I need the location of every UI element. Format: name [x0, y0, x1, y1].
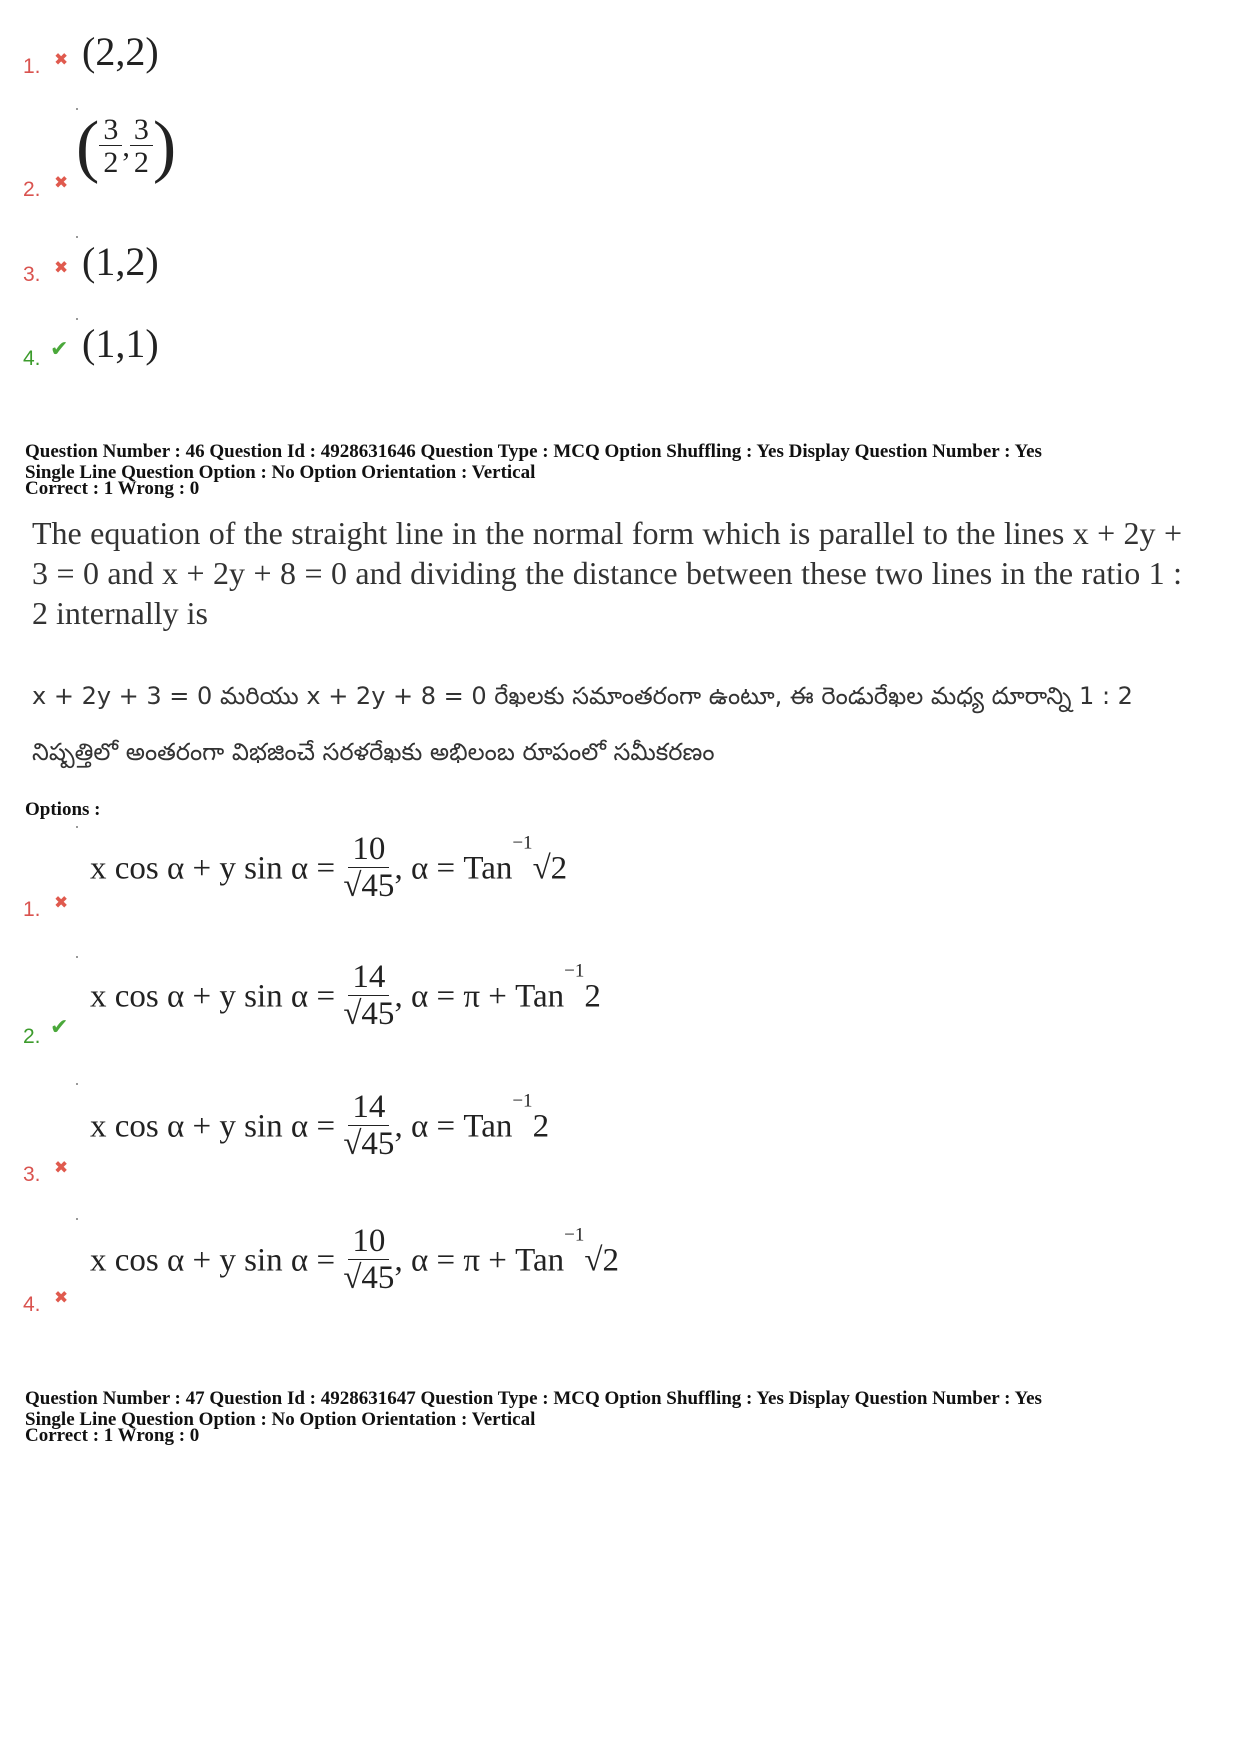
option-number: 1.	[23, 55, 41, 78]
dot	[76, 1083, 78, 1085]
cross-icon: ✖	[54, 50, 69, 70]
option-number: 2.	[23, 1025, 41, 1048]
option-value: ( $\frac{3}{2}$ , $\frac{3}{2}$ )	[76, 108, 177, 185]
option-formula: x cos α + y sin α = $\frac{14}{√45}$ , α = Tan$^{-1}$2	[90, 1089, 550, 1162]
check-icon: ✔	[50, 1015, 69, 1040]
option-number: 1.	[23, 898, 41, 921]
options-label: Options :	[25, 799, 101, 820]
dot	[76, 318, 78, 320]
question-meta	[25, 441, 1042, 483]
option-formula: x cos α + y sin α = $\frac{14}{√45}$ , α = π + Tan$^{-1}$2	[90, 959, 601, 1032]
option-formula: x cos α + y sin α = $\frac{10}{√45}$ , α = Tan$^{-1}$√2	[90, 831, 568, 904]
cross-icon: ✖	[54, 1288, 69, 1308]
option-number: 4.	[23, 1293, 41, 1316]
option-formula: x cos α + y sin α = $\frac{10}{√45}$ , α = π + Tan$^{-1}$√2	[90, 1223, 619, 1296]
option-value: (2,2)	[82, 29, 159, 74]
dot	[76, 826, 78, 828]
meta-line-1: Question Number : 47 Question Id : 4928631647 Question Type : MCQ Option Shuffling : Yes Display Question Number : Yes	[25, 1388, 1042, 1409]
option-number: 3.	[23, 1163, 41, 1186]
option-number: 3.	[23, 263, 41, 286]
dot	[76, 1218, 78, 1220]
question-text-english: The equation of the straight line in the normal form which is parallel to the lines x + 2y + 3 = 0 and x + 2y + 8 = 0 and dividing the distance between these two lines in the ratio 1 : 2 internally is	[32, 515, 1182, 631]
option-number: 4.	[23, 347, 41, 370]
cross-icon: ✖	[54, 893, 69, 913]
meta-line-2: Single Line Question Option : No Option Orientation : Vertical	[25, 462, 536, 483]
option-value: (1,1)	[82, 321, 159, 366]
option-number: 2.	[23, 178, 41, 201]
check-icon: ✔	[50, 337, 69, 362]
cross-icon: ✖	[54, 173, 69, 193]
option-value: (1,2)	[82, 239, 159, 284]
marks-info: Correct : 1 Wrong : 0	[25, 1425, 200, 1446]
cross-icon: ✖	[54, 258, 69, 278]
marks-info: Correct : 1 Wrong : 0	[25, 478, 200, 499]
cross-icon: ✖	[54, 1158, 69, 1178]
dot	[76, 236, 78, 238]
meta-line-1: Question Number : 46 Question Id : 4928631646 Question Type : MCQ Option Shuffling : Yes Display Question Number : Yes	[25, 441, 1042, 462]
question-text-telugu: x + 2y + 3 = 0 మరియు x + 2y + 8 = 0 రేఖలకు సమాంతరంగా ఉంటూ, ఈ రెండురేఖల మధ్య దూరాన్ని 1 : 2 నిష్పత్తిలో అంతరంగా విభజించే సరళరేఖకు అభిలంబ రూపంలో సమీకరణం	[32, 682, 1133, 766]
question-meta	[25, 1388, 1042, 1430]
dot	[76, 956, 78, 958]
meta-line-2: Single Line Question Option : No Option Orientation : Vertical	[25, 1409, 536, 1430]
